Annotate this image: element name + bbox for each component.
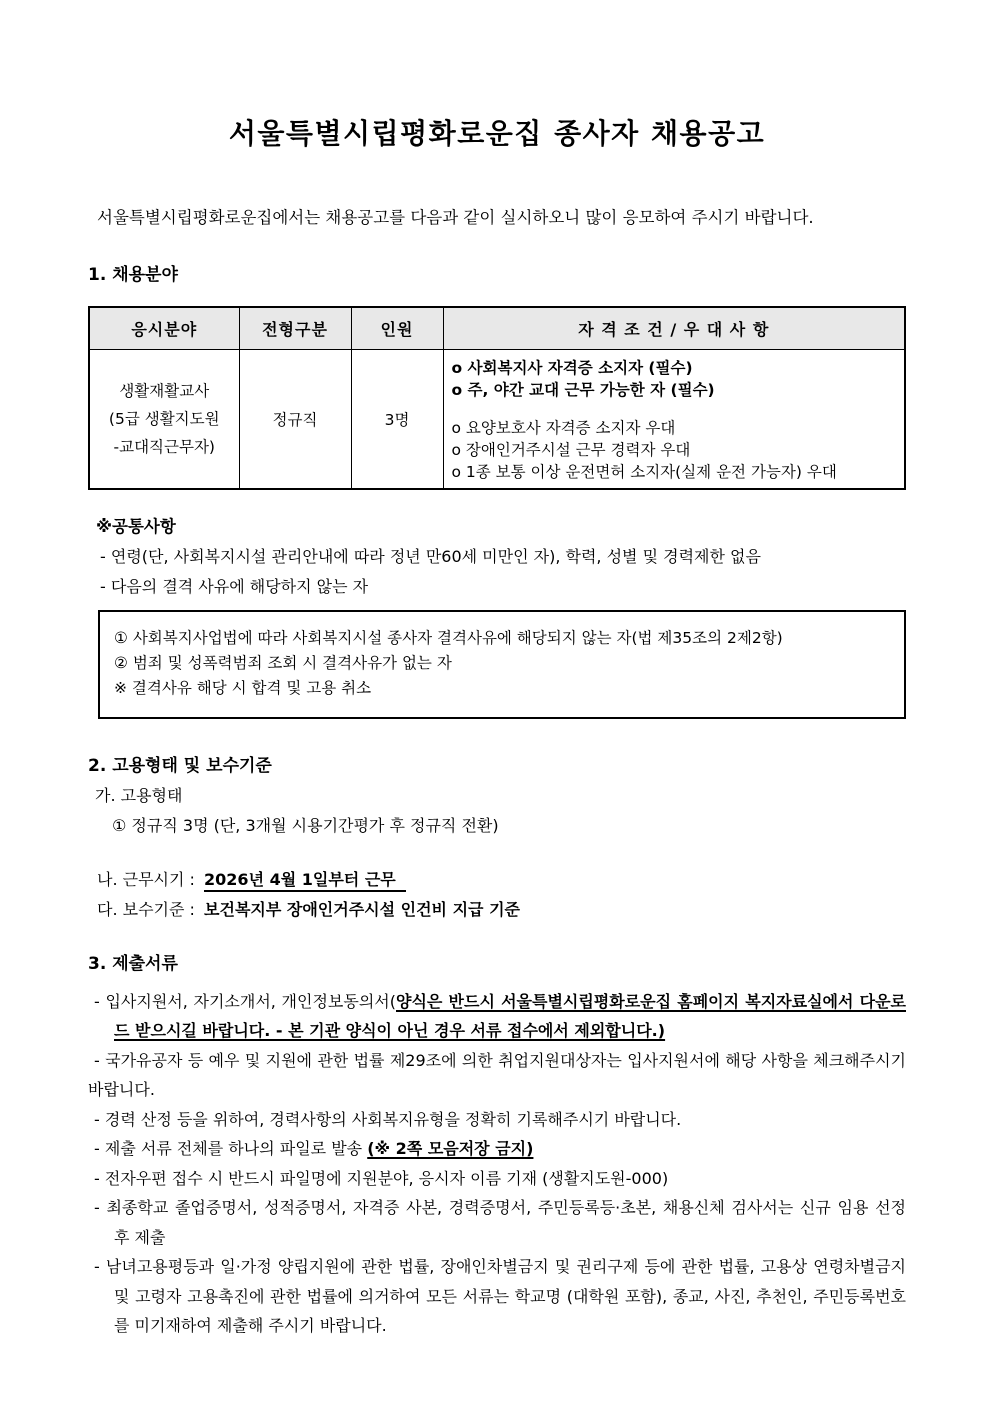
- cell-application-field: [89, 349, 239, 489]
- document-item-certificates: - 최종학교 졸업증명서, 성적증명서, 자격증 사본, 경력증명서, 주민등록등·초본, 채용신체 검사서는 신규 임용 선정 후 제출: [94, 1198, 906, 1247]
- work-start-line: [97, 865, 906, 895]
- document-item-email-filename: - 전자우편 접수 시 반드시 파일명에 지원분야, 응시자 이름 기재 (생활지도원-000): [94, 1168, 669, 1188]
- pay-standard-value: 보건복지부 장애인거주시설 인건비 지급 기준: [204, 899, 520, 919]
- disqualification-line: ※ 결격사유 해당 시 합격 및 고용 취소: [114, 678, 372, 697]
- field-line: -교대직근무자): [113, 437, 215, 456]
- employment-type-label: 가. 고용형태: [95, 785, 183, 805]
- work-start-label: 나. 근무시기 :: [97, 869, 195, 889]
- qualification-preferred-line: o 장애인거주시설 근무 경력자 우대: [451, 440, 691, 459]
- common-note-item: - 다음의 결격 사유에 해당하지 않는 자: [100, 576, 369, 596]
- pay-standard-label: 다. 보수기준 :: [97, 899, 195, 919]
- section-documents: [88, 949, 906, 1341]
- qualification-preferred-line: o 1종 보통 이상 운전면허 소지자(실제 운전 가능자) 우대: [451, 462, 837, 481]
- disqualification-box: [98, 610, 906, 719]
- qualification-spacer: [452, 401, 899, 417]
- document-item-emphasis: 양식은 반드시 서울특별시립평화로운집 홈페이지 복지자료실에서 다운로드 받으시길 바랍니다. - 본 기관 양식이 아닌 경우 서류 접수에서 제외합니다.): [114, 991, 906, 1040]
- header-cell-headcount: 인원: [351, 307, 443, 349]
- document-item-legal-omissions: - 남녀고용평등과 일·가정 양립지원에 관한 법률, 장애인차별금지 및 권리구제 등에 관한 법률, 고용상 연령차별금지 및 고령자 고용촉진에 관한 법률에 의거하여 모든 서류는 학교명 (대학원 포함), 종교, 사진, 추천인, 주민등록번호를 미기재하여 제출해 주시기 바랍니다.: [94, 1257, 906, 1335]
- employment-spacer: [88, 841, 906, 865]
- common-notes: [88, 512, 906, 719]
- recruitment-table: [88, 306, 906, 490]
- document-item-prefix: - 입사지원서, 자기소개서, 개인정보동의서(: [94, 991, 396, 1011]
- document-item-veterans: - 국가유공자 등 예우 및 지원에 관한 법률 제29조에 의한 취업지원대상자는 입사지원서에 해당 사항을 체크해주시기 바랍니다.: [88, 1050, 906, 1099]
- intro-paragraph: 서울특별시립평화로운집에서는 채용공고를 다음과 같이 실시하오니 많이 응모하여 주시기 바랍니다.: [97, 208, 814, 227]
- document-item-prefix: - 제출 서류 전체를 하나의 파일로 발송: [94, 1139, 368, 1158]
- cell-category: 정규직: [239, 349, 351, 489]
- qualification-required-line: o 사회복지사 자격증 소지자 (필수): [451, 358, 693, 377]
- field-line: 생활재활교사: [119, 381, 210, 400]
- field-line: (5급 생활지도원: [108, 409, 220, 428]
- section-documents-heading: 3. 제출서류: [88, 953, 178, 974]
- table-header-row: [89, 307, 905, 349]
- document-title: 서울특별시립평화로운집 종사자 채용공고: [228, 117, 766, 150]
- disqualification-line: ② 범죄 및 성폭력범죄 조회 시 결격사유가 없는 자: [114, 653, 452, 672]
- employment-type-item: ① 정규직 3명 (단, 3개월 시용기간평가 후 정규직 전환): [112, 815, 499, 835]
- cell-qualifications: [443, 349, 905, 489]
- common-notes-heading: ※공통사항: [96, 516, 176, 536]
- disqualification-line: ① 사회복지사업법에 따라 사회복지시설 종사자 결격사유에 해당되지 않는 자(법 제35조의 2제2항): [114, 628, 783, 647]
- table-body-row: [89, 349, 905, 489]
- document-item-single-file: [88, 1134, 906, 1164]
- document-item-list: [88, 987, 906, 1341]
- work-start-value: 2026년 4월 1일부터 근무: [204, 870, 406, 892]
- header-cell-category: 전형구분: [239, 307, 351, 349]
- qualification-required-line: o 주, 야간 교대 근무 가능한 자 (필수): [451, 380, 715, 399]
- header-cell-field: 응시분야: [89, 307, 239, 349]
- pay-standard-line: [97, 895, 906, 925]
- document-item-application-forms: [88, 987, 906, 1046]
- section-employment: [88, 751, 906, 925]
- cell-headcount: 3명: [351, 349, 443, 489]
- qualification-preferred-line: o 요양보호사 자격증 소지자 우대: [451, 418, 676, 437]
- header-cell-qualifications: 자 격 조 건 / 우 대 사 항: [443, 307, 905, 349]
- common-note-item: - 연령(단, 사회복지시설 관리안내에 따라 정년 만60세 미만인 자), 학력, 성별 및 경력제한 없음: [100, 546, 761, 566]
- document-item-emphasis: (※ 2쪽 모음저장 금지): [367, 1139, 534, 1158]
- section-employment-heading: 2. 고용형태 및 보수기준: [88, 755, 272, 776]
- section-recruitment-heading: 1. 채용분야: [88, 265, 178, 285]
- document-item-career-record: - 경력 산정 등을 위하여, 경력사항의 사회복지유형을 정확히 기록해주시기 바랍니다.: [94, 1109, 682, 1129]
